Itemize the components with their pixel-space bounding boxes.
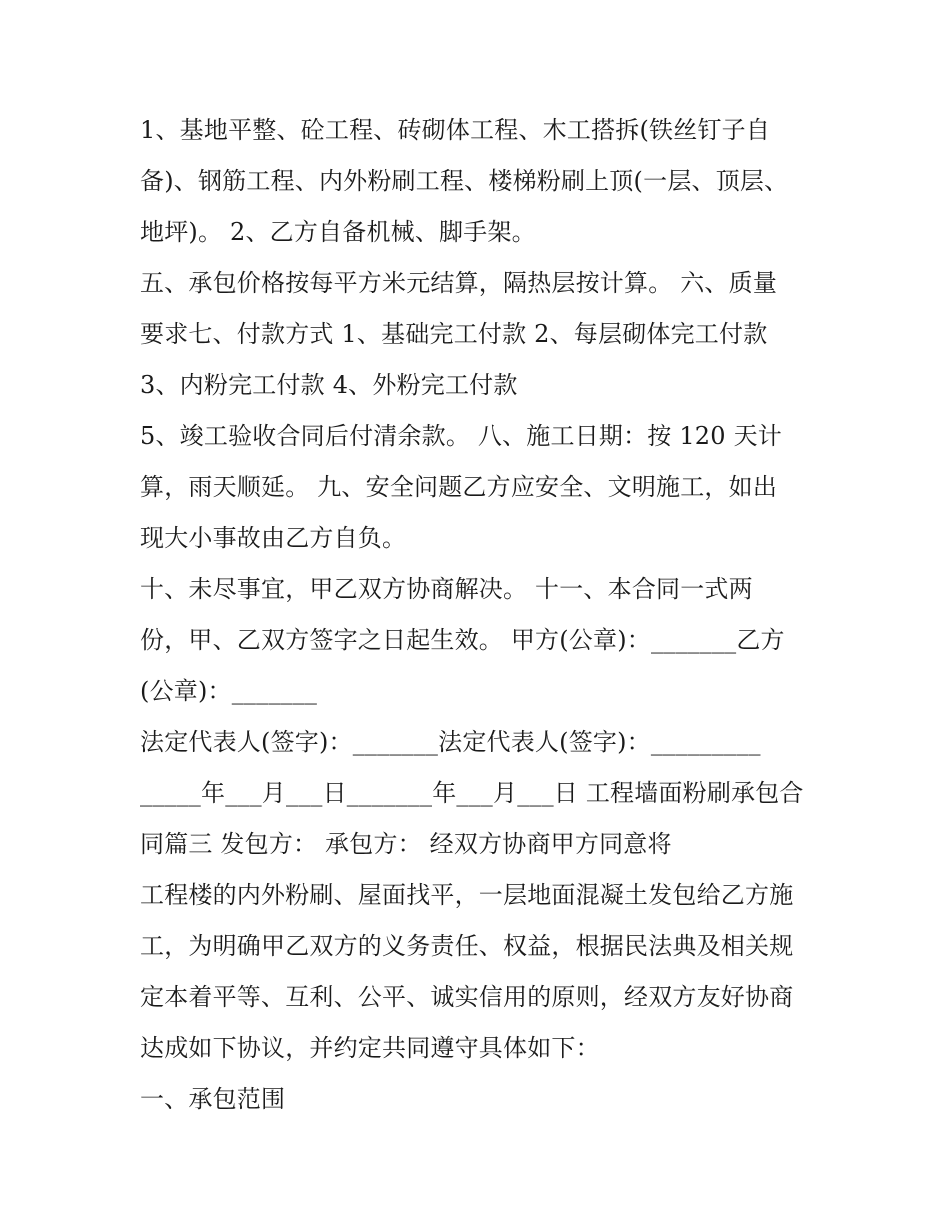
text-line: 备)、钢筋工程、内外粉刷工程、楼梯粉刷上顶(一层、顶层、 <box>140 167 789 195</box>
text-line: 份，甲、乙双方签字之日起生效。 甲方(公章)：_______乙方 <box>140 626 785 654</box>
text-line: 5、竣工验收合同后付清余款。 八、施工日期：按 120 天计 <box>140 422 782 450</box>
section-heading: 一、承包范围 <box>140 1085 286 1113</box>
text-line: (公章)：_______ <box>140 677 318 705</box>
text-line: 达成如下协议，并约定共同遵守具体如下： <box>140 1034 600 1062</box>
text-line: 工程楼的内外粉刷、屋面找平，一层地面混凝土发包给乙方施 <box>140 881 794 909</box>
text-line: 同篇三 发包方： 承包方： 经双方协商甲方同意将 <box>140 830 672 858</box>
text-line: 要求七、付款方式 1、基础完工付款 2、每层砌体完工付款 <box>140 320 768 348</box>
text-line: 3、内粉完工付款 4、外粉完工付款 <box>140 371 518 399</box>
text-line: 法定代表人(签字)：_______法定代表人(签字)：_________ <box>140 728 761 756</box>
text-line: 工，为明确甲乙双方的义务责任、权益，根据民法典及相关规 <box>140 932 794 960</box>
text-line: 五、承包价格按每平方米元结算，隔热层按计算。 六、质量 <box>140 269 778 297</box>
text-line: 算，雨天顺延。 九、安全问题乙方应安全、文明施工，如出 <box>140 473 778 501</box>
text-line: 1、基地平整、砼工程、砖砌体工程、木工搭拆(铁丝钉子自 <box>140 116 771 144</box>
text-line: 十、未尽事宜，甲乙双方协商解决。 十一、本合同一式两 <box>140 575 753 603</box>
text-line: _____年___月___日_______年___月___日 工程墙面粉刷承包合 <box>140 779 804 807</box>
text-line: 定本着平等、互利、公平、诚实信用的原则，经双方友好协商 <box>140 983 794 1011</box>
text-line: 地坪)。 2、乙方自备机械、脚手架。 <box>140 218 536 246</box>
text-line: 现大小事故由乙方自负。 <box>140 524 407 552</box>
